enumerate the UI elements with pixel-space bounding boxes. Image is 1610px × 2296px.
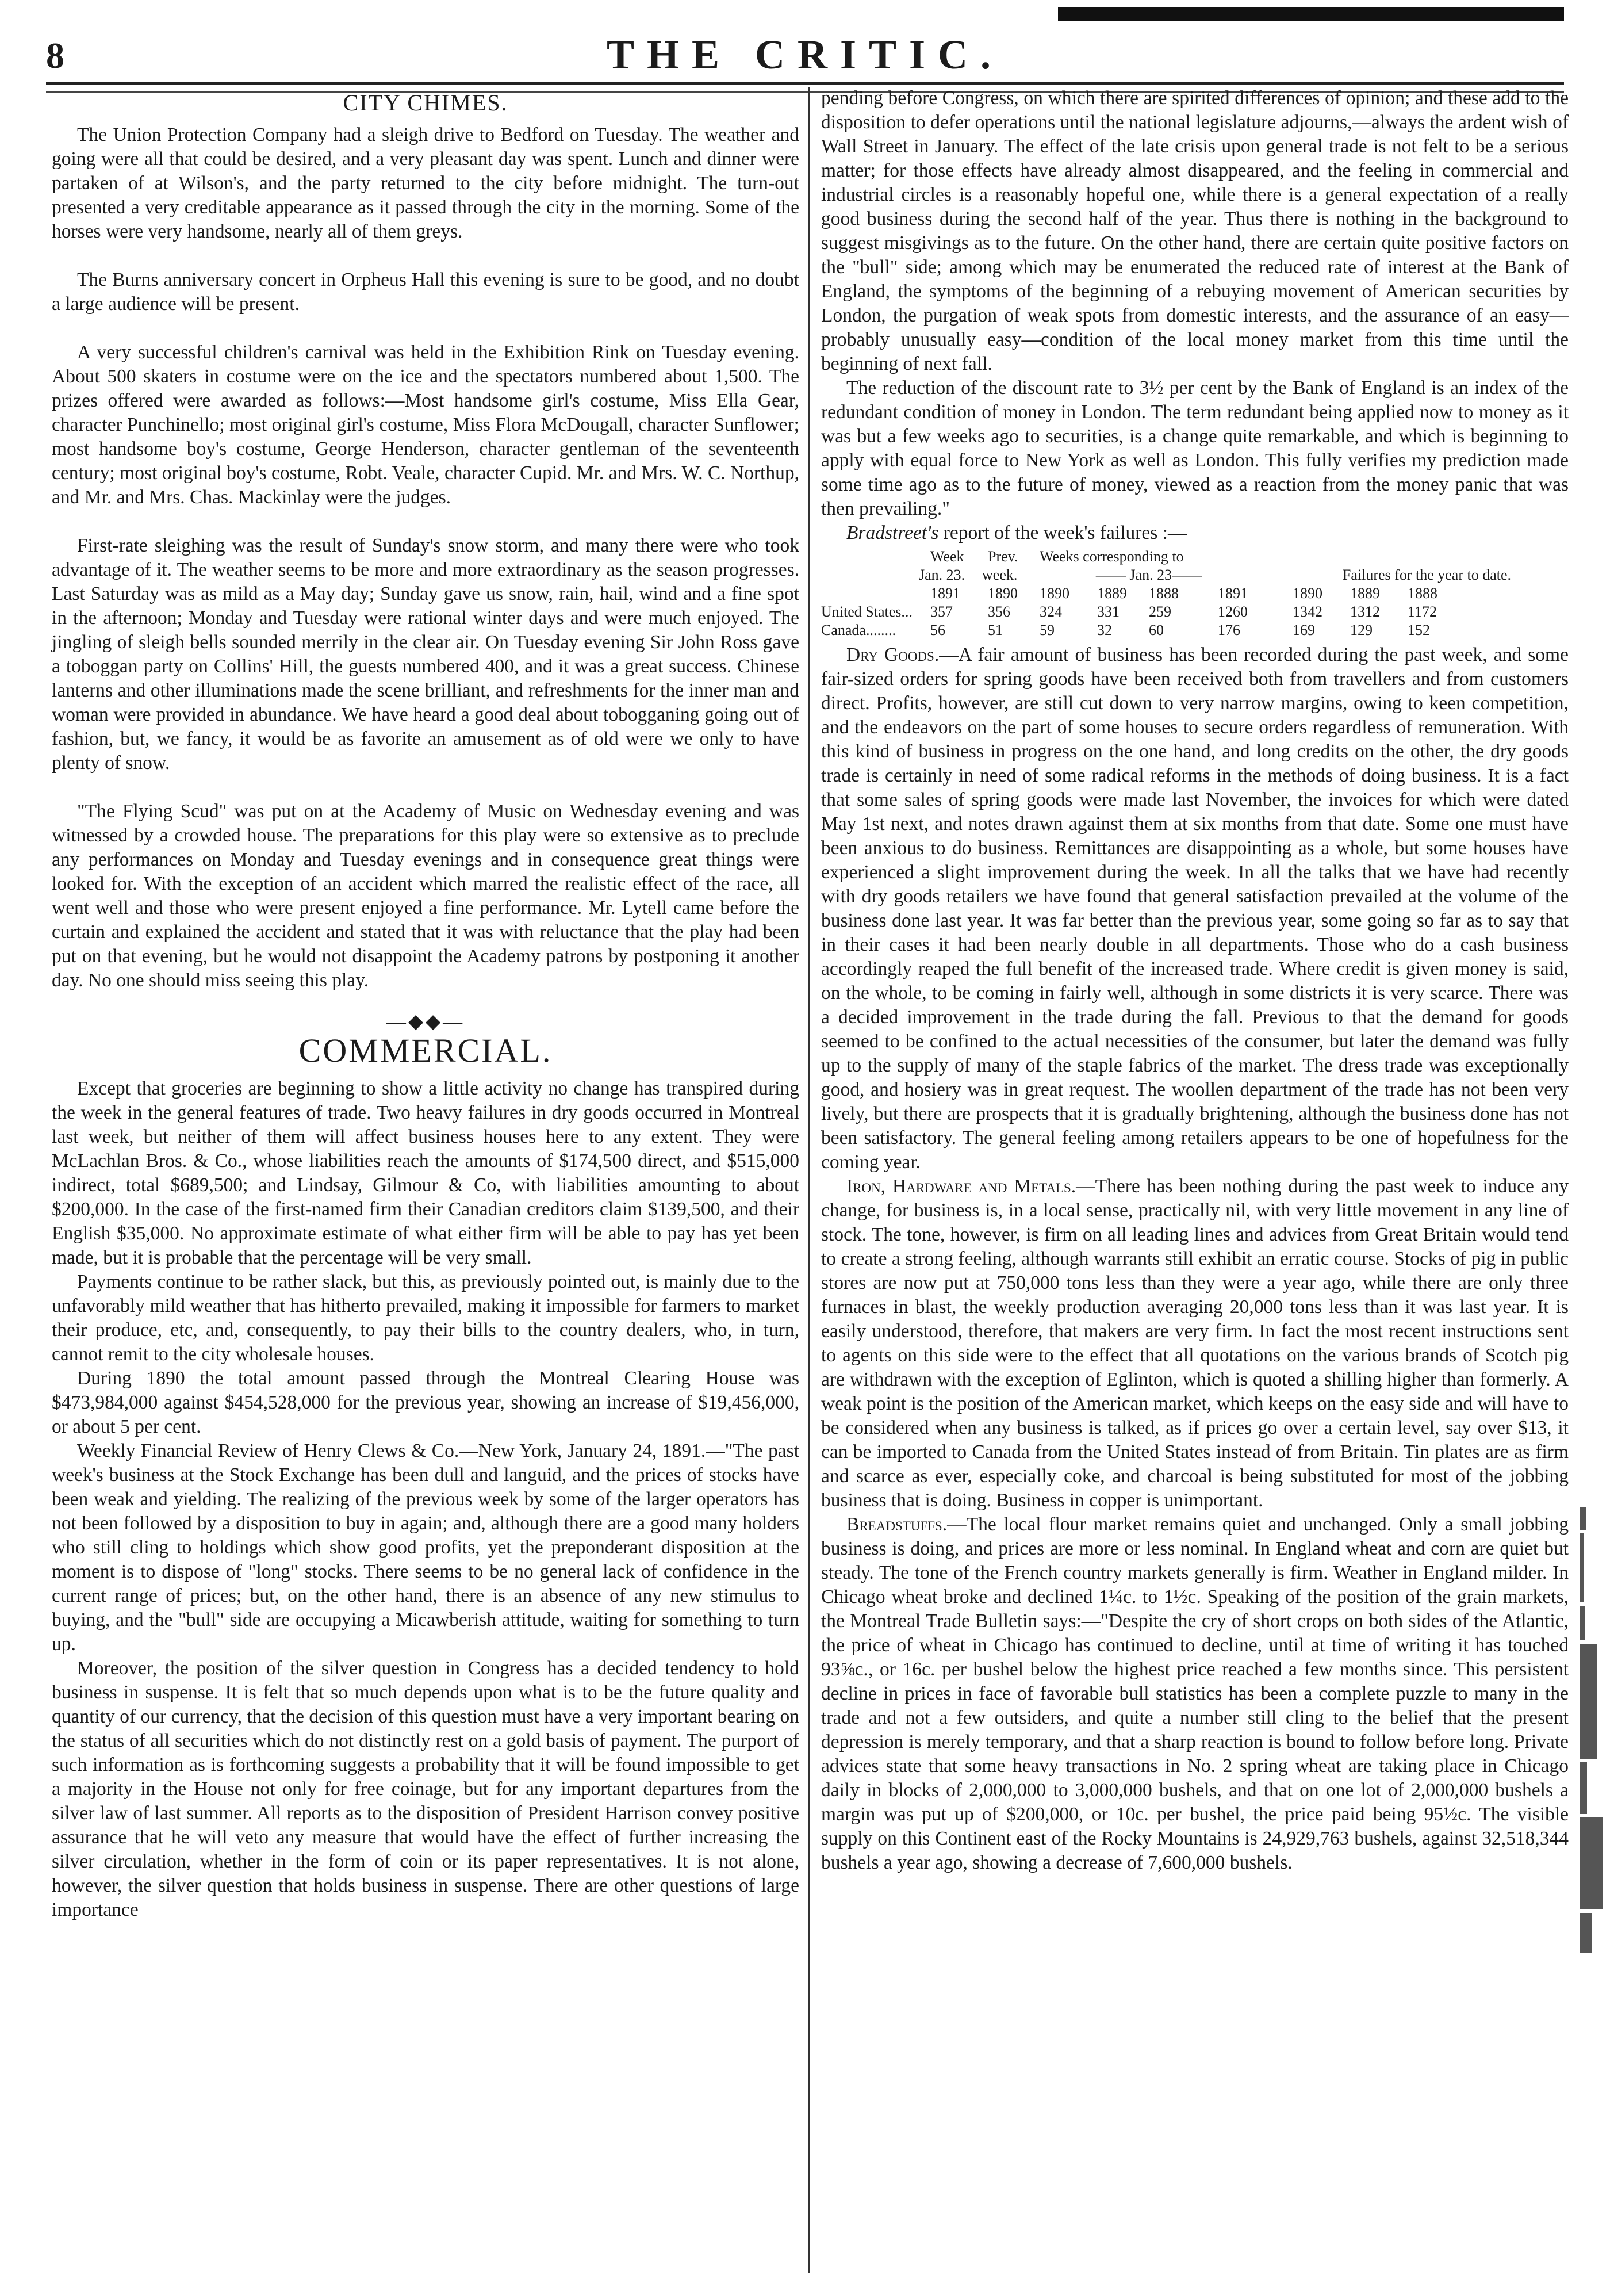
table-head-cell: Prev. — [988, 548, 1018, 565]
table-cell: 1312 — [1350, 603, 1380, 620]
table-cell: 169 — [1293, 622, 1315, 638]
table-row — [821, 603, 1569, 621]
table-row-label: Canada........ — [821, 622, 896, 638]
table-cell: 324 — [1040, 603, 1062, 620]
bradstreet-name: Bradstreet's — [846, 522, 939, 544]
table-head-cell: week. — [982, 567, 1018, 583]
city-paragraph: First-rate sleighing was the result of Sunday's snow storm, and many there were who took advantage of it. The weather seems to be more and more extraordinary as the season progresses. Last Saturday was as mild as a May day; Sunday gave us snow, rain, hail, wind and a fine spot in the afternoon; Monday and Tuesday were rational winter days and were much enjoyed. The jingling of sleigh bells sounded merrily in the clear air. On Tuesday evening Sir John Ross gave a toboggan party on Collins' Hill, the guests numbered 400, and it was a great success. Chinese lanterns and other illuminations made the scene brilliant, and refreshments for the inner man and woman were provided in abundance. We have heard a good deal about tobogganing going out of fashion, but, we fancy, it would be as favorite an amusement as of old were we only to have plenty of snow. — [52, 535, 799, 774]
iron-lead: Iron, Hardware and Metals. — [846, 1176, 1076, 1197]
iron-text: —There has been nothing during the past week to induce any change, for business is, in a local sense, practically nil, with very little movement in any line of stock. The tone, however, is firm on all leading lines and advices from Great Britain would tend to create a strong feeling, although warrants still exhibit an erratic course. Stocks of pig in public stores are now put at 750,000 tons less than they were a year ago, while there are only three furnaces in blast, the weekly production averaging 20,000 tons less than it was last year. It is easily understood, therefore, that makers are very firm. In fact the most recent instructions sent to agents on this side were to the effect that all quotations on the various brands of Scotch pig are withdrawn with the exception of Eglinton, which is quoted a shilling higher than formerly. A weak point is the position of the American market, which keeps on the easy side and will have to be considered when any business is talked, as if prices go over a certain level, say over $13, it can be imported to Canada from the United States instead of from Britain. Tin plates are as firm and scarce as ever, especially coke, and charcoal is being substituted for most of the jobbing business that is doing. Business in copper is unimportant. — [821, 1176, 1569, 1511]
discount-paragraph: The reduction of the discount rate to 3½ per cent by the Bank of England is an index of the redundant condition of money in London. The term redundant being applied now to money as it was but a few weeks ago to securities, is a change quite remarkable, and which is beginning to apply with equal force to New York as well as London. This fully verifies my prediction made some time ago as to the future of money, viewed as a reaction from the money panic that was then prevailing." — [821, 377, 1569, 519]
failures-table-head1 — [821, 548, 1569, 566]
table-cell: 331 — [1097, 603, 1120, 620]
table-cell: 32 — [1097, 622, 1112, 638]
column-divider — [808, 87, 810, 2273]
table-year-cell: 1888 — [1149, 585, 1179, 602]
left-column — [52, 86, 799, 1922]
table-year-cell: 1890 — [988, 585, 1018, 602]
bradstreet-intro — [821, 521, 1569, 545]
masthead — [0, 18, 1610, 82]
table-head-cell: Weeks corresponding to — [1040, 548, 1184, 565]
failures-table-head2 — [821, 566, 1569, 584]
table-year-cell: 1889 — [1350, 585, 1380, 602]
table-cell: 56 — [930, 622, 945, 638]
table-cell: 152 — [1408, 622, 1430, 638]
dry-goods-text: —A fair amount of business has been recorded during the past week, and some fair-sized orders for spring goods have been received both from travellers and from customers direct. Profits, however, are still cut down to very narrow margins, owing to keen competition, and the endeavors on the part of some houses to secure orders regardless of remuneration. With this kind of business in progress on the one hand, and long credits on the other, the dry goods trade is certainly in need of some radical reforms in the methods of doing business. It is a fact that some sales of spring goods were made last November, the invoices for which were dated May 1st next, and notes drawn against them at six months from that date. Some one must have been anxious to do business. Remittances are disappointing as a whole, but some houses have experienced a slight improvement during the week. In all the talks that we have had recently with dry goods retailers we have found that general satisfaction prevailed at the volume of the business done last year. It was far better than the previous year, some going so far as to say that in their cases it had been nearly double in all departments. Those who do a cash business accordingly reaped the full benefit of the increased trade. Where credit is given money is said, on the whole, to be coming in fairly well, although in some districts it is very scarce. There was a decided improvement in the trade during the fall. Previous to that the demand for goods seemed to be confined to the actual necessities of the consumer, but later the demand was fully up to the supply of many of the staple fabrics of the market. The dress trade was exceptionally good, and hosiery was in great request. The woollen department of the trade has not been very lively, but there are prospects that it is gradually brightening, although the business done has not been satisfactory. The general feeling among retailers appears to be one of hopefulness for the coming year. — [821, 644, 1569, 1173]
city-paragraph: A very successful children's carnival was held in the Exhibition Rink on Tuesday evening. About 500 skaters in costume were on the ice and the spectators numbered about 1,500. The prizes offered were awarded as follows:—Most handsome girl's costume, Miss Ella Gear, character Punchinello; most original girl's costume, Miss Flora McDougall, character Sunflower; most handsome boy's costume, George Henderson, character gentleman of the seventeenth century; most original boy's costume, Robt. Veale, character Cupid. Mr. and Mrs. W. C. Northup, and Mr. and Mrs. Chas. Mackinlay were the judges. — [52, 342, 799, 508]
failures-table — [821, 548, 1569, 640]
table-head-cell: Week — [930, 548, 964, 565]
breadstuffs-paragraph — [821, 1513, 1569, 1875]
table-year-cell: 1891 — [1218, 585, 1248, 602]
table-year-cell: 1891 — [930, 585, 960, 602]
commercial-paragraph: Except that groceries are beginning to show a little activity no change has transpired during the week in the general features of trade. Two heavy failures in dry goods occurred in Montreal last week, but neither of them will affect business houses here to any extent. They were McLachlan Bros. & Co., whose liabilities reach the amounts of $174,500 direct, and $515,000 indirect, total $689,500; and Lindsay, Gilmour & Co, with liabilities amounting to about $200,000. In the case of the first-named firm their Canadian creditors claim $139,500, and their English $35,000. No approximate estimate of what either firm will be able to pay has yet been made, but it is probable that the percentage will be very small. — [52, 1078, 799, 1268]
commercial-paragraph: During 1890 the total amount passed through the Montreal Clearing House was $473,984,000 against $454,528,000 for the previous year, showing an increase of $19,456,000, or about 5 per cent. — [52, 1368, 799, 1437]
page-number: 8 — [46, 35, 64, 76]
bradstreet-rest: report of the week's failures :— — [938, 522, 1187, 544]
table-cell: 129 — [1350, 622, 1373, 638]
city-paragraph: The Union Protection Company had a sleigh drive to Bedford on Tuesday. The weather and going were all that could be desired, and a very pleasant day was spent. Lunch and dinner were partaken of at Wilson's, and the party returned to the city before midnight. The turn-out presented a very creditable appearance as it passed through the city in the morning. Some of the horses were very handsome, nearly all of them greys. — [52, 124, 799, 242]
table-cell: 176 — [1218, 622, 1240, 638]
city-paragraph: "The Flying Scud" was put on at the Academy of Music on Wednesday evening and was witnessed by a crowded house. The preparations for this play were so extensive as to preclude any performances on Monday and Tuesday evenings and in consequence great things were looked for. With the exception of an accident which marred the realistic effect of the race, all went well and those who were present enjoyed a fine performance. Mr. Lytell came before the curtain and explained the accident and stated that it was with reluctance that the play had been put on that evening, but he would not disappoint the Academy patrons by postponing it another day. No one should miss seeing this play. — [52, 801, 799, 991]
commercial-paragraph: Moreover, the position of the silver question in Congress has a decided tendency to hold business in suspense. It is felt that so much depends upon what is to be the future quality and quantity of our currency, that the decision of this question must have a very important bearing on the status of all securities which do not distinctly rest on a gold basis of payment. The purport of such information as is forthcoming suggests a probability that it will be found impossible to get a majority in the House not only for free coinage, but for any important departures from the silver law of last summer. All reports as to the disposition of President Harrison convey positive assurance that he will veto any measure that would have the effect of further increasing the silver circulation, whether in the form of coin or its paper representatives. It is not alone, however, the silver question that holds business in suspense. There are other questions of large importance — [52, 1658, 799, 1920]
dry-goods-lead: Dry Goods. — [846, 644, 940, 665]
right-column — [821, 86, 1569, 1875]
dry-goods-paragraph — [821, 643, 1569, 1174]
table-year-cell: 1890 — [1293, 585, 1322, 602]
iron-paragraph — [821, 1174, 1569, 1513]
breadstuffs-text: —The local flour market remains quiet and unchanged. Only a small jobbing business is doing, and prices are more or less nominal. In England wheat and corn are quiet but steady. The tone of the French country markets generally is firm. Weather in England milder. In Chicago wheat broke and declined 1¼c. to 1½c. Speaking of the position of the grain markets, the Montreal Trade Bulletin says:—"Despite the cry of short crops on both sides of the Atlantic, the price of wheat in Chicago has continued to decline, until at time of writing it has touched 93⅝c., or 16c. per bushel below the highest price reached a few months since. This persistent decline in prices in face of favorable bull statistics has been a complete puzzle to many in the trade and not a few outsiders, and quite a number still cling to the belief that the present depression is merely temporary, and that a sharp reaction is bound to follow before long. Private advices state that some heavy transactions in No. 2 spring wheat are taking place in Chicago daily in blocks of 2,000,000 to 3,000,000 bushels, and that on one lot of 2,000,000 bushels a margin was put up of $200,000, or 10c. per bushel, the price paid being 95½c. The visible supply on this Continent east of the Rocky Mountains is 24,929,763 bushels, against 32,518,344 bushels a year ago, showing a decrease of 7,600,000 bushels. — [821, 1514, 1569, 1873]
section-ornament: —◆◆— — [386, 1011, 465, 1032]
table-head-cell: —— Jan. 23—— — [1095, 567, 1202, 583]
city-paragraph: The Burns anniversary concert in Orpheus Hall this evening is sure to be good, and no doubt a large audience will be present. — [52, 269, 799, 315]
table-year-cell: 1889 — [1097, 585, 1127, 602]
table-cell: 357 — [930, 603, 953, 620]
table-year-cell: 1888 — [1408, 585, 1438, 602]
table-cell: 356 — [988, 603, 1010, 620]
scan-edge-strip — [1580, 1507, 1605, 2174]
table-cell: 60 — [1149, 622, 1164, 638]
failures-table-body — [821, 603, 1569, 640]
table-year-cell: 1890 — [1040, 585, 1070, 602]
city-chimes-heading: CITY CHIMES. — [343, 90, 508, 116]
table-row-label: United States... — [821, 603, 913, 620]
table-cell: 1260 — [1218, 603, 1248, 620]
table-cell: 51 — [988, 622, 1003, 638]
commercial-paragraph: Payments continue to be rather slack, but this, as previously pointed out, is mainly due to the unfavorably mild weather that has hitherto prevailed, making it impossible for farmers to market their produce, etc, and, consequently, to pay their bills to the country dealers, who, in turn, cannot remit to the city wholesale houses. — [52, 1271, 799, 1365]
masthead-rule-thick — [46, 82, 1564, 85]
breadstuffs-lead: Breadstuffs. — [846, 1514, 948, 1535]
table-cell: 259 — [1149, 603, 1171, 620]
commercial-paragraph: Weekly Financial Review of Henry Clews & Co.—New York, January 24, 1891.—"The past week's business at the Stock Exchange has been dull and languid, and the prices of stocks have been weak and yielding. The realizing of the previous week by some of the larger operators has not been followed by a disposition to buy in again; and, although there are a good many holders who still cling to holdings which show good profits, yet the preponderant disposition at the moment is to dispose of "long" stocks. There seems to be no general lack of confidence in the current range of prices; but, on the other hand, there is an absence of any new stimulus to buying, and the "bull" side are occupying a Micawberish attitude, waiting for something to turn up. — [52, 1440, 799, 1655]
table-row — [821, 621, 1569, 640]
table-cell: 1172 — [1408, 603, 1438, 620]
table-cell: 1342 — [1293, 603, 1322, 620]
continued-paragraph: pending before Congress, on which there are spirited differences of opinion; and these add to the disposition to defer operations until the national legislature adjourns,—always the ardent wish of Wall Street in January. The effect of the late crisis upon general trade is not felt to be a serious matter; for those effects have already almost disappeared, and the feeling in commercial and industrial circles is a reasonably hopeful one, while there is a general expectation of a really good business during the second half of the year. Thus there is nothing in the background to suggest misgivings as to the future. On the other hand, there are certain quite positive factors on the "bull" side; among which may be enumerated the reduced rate of interest at the Bank of England, the symptoms of the beginning of a rebuying movement of American securities by London, the purgation of weak spots from domestic interests, and the assurance of an easy—probably unusually easy—condition of the local money market from this time until the beginning of next fall. — [821, 87, 1569, 374]
table-head-cell: Jan. 23. — [919, 567, 965, 583]
commercial-heading: COMMERCIAL. — [298, 1032, 553, 1069]
table-head-cell: Failures for the year to date. — [1342, 567, 1511, 583]
newspaper-title: THE CRITIC. — [606, 32, 1004, 78]
table-cell: 59 — [1040, 622, 1055, 638]
failures-table-years — [821, 584, 1569, 603]
